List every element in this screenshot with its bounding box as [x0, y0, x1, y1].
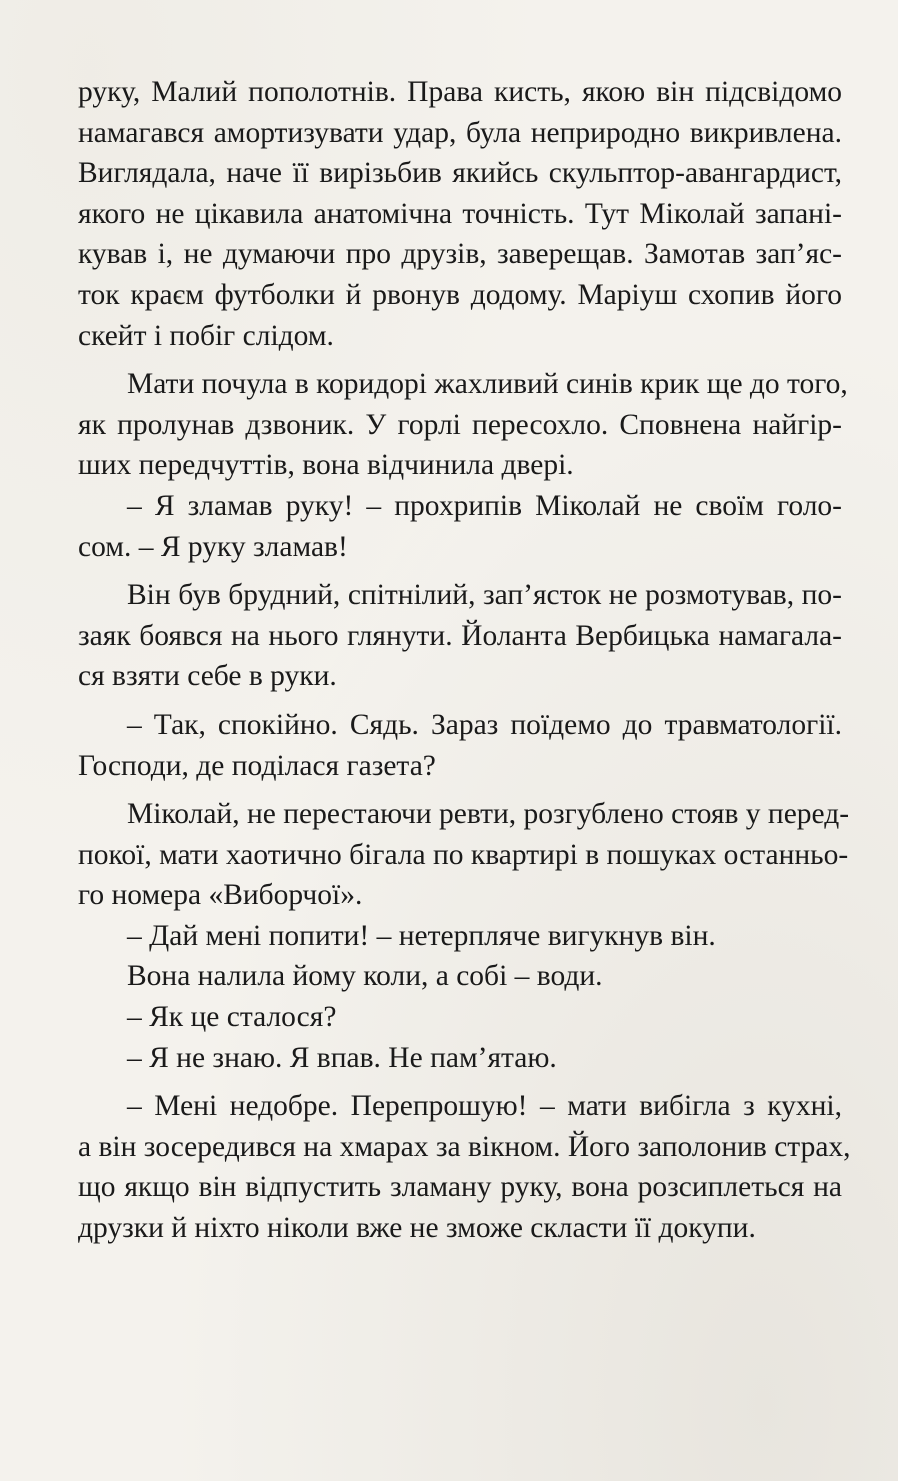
- text-line: кував і, не думаючи про друзів, заверещав. Замотав зап’яс-: [78, 238, 842, 271]
- text-line: руку, Малий пополотнів. Права кисть, якою він підсвідомо: [78, 76, 842, 108]
- page-text: [78, 72, 851, 1249]
- paragraph-gap: [78, 567, 842, 575]
- text-line: Мати почула в коридорі жахливий синів крик ще до того,: [127, 368, 848, 401]
- text-line: – Дай мені попити! – нетерпляче вигукнув він.: [127, 919, 716, 952]
- text-line: – Я не знаю. Я впав. Не пам’ятаю.: [127, 1041, 557, 1074]
- text-line: – Мені недобре. Перепрошую! – мати вибігла з кухні,: [127, 1090, 842, 1123]
- text-line: якого не цікавила анатомічна точність. Тут Міколай запані-: [78, 197, 842, 230]
- text-line: ток краєм футболки й рвонув додому. Маріуш схопив його: [78, 278, 842, 311]
- paragraph-gap: [78, 697, 842, 705]
- text-line: Вона налила йому коли, а собі – води.: [127, 960, 603, 993]
- text-line: що якщо він відпустить зламану руку, вона розсиплеться на: [78, 1171, 842, 1204]
- text-line: друзки й ніхто ніколи вже не зможе скласти її докупи.: [78, 1212, 756, 1245]
- text-line: Виглядала, наче її вирізьбив якийсь скульптор-авангардист,: [78, 157, 842, 190]
- text-line: Він був брудний, спітнілий, зап’ясток не розмотував, по-: [127, 579, 842, 612]
- text-line: а він зосередився на хмарах за вікном. Його заполонив страх,: [78, 1130, 851, 1163]
- text-line: го номера «Виборчої».: [78, 879, 363, 912]
- text-line: – Так, спокійно. Сядь. Зараз поїдемо до травматології.: [127, 708, 842, 741]
- text-line: Міколай, не перестаючи ревти, розгублено стояв у перед-: [127, 798, 850, 831]
- text-line: – Як це сталося?: [127, 1001, 337, 1034]
- text-line: Господи, де поділася газета?: [78, 749, 436, 782]
- text-line: покої, мати хаотично бігала по квартирі в пошуках останньо-: [78, 838, 849, 871]
- text-line: намагався амортизувати удар, була неприродно викривлена.: [78, 116, 842, 149]
- paragraph-gap: [78, 1078, 842, 1086]
- text-line: ших передчуттів, вона відчинила двері.: [78, 449, 574, 482]
- text-line: як пролунав дзвоник. У горлі пересохло. Сповнена найгір-: [78, 408, 842, 441]
- text-line: заяк боявся на нього глянути. Йоланта Вербицька намагала-: [78, 619, 842, 652]
- paragraph-gap: [78, 356, 842, 364]
- text-line: – Я зламав руку! – прохрипів Міколай не своїм голо-: [127, 489, 842, 522]
- paragraph-gap: [78, 786, 842, 794]
- text-line: скейт і побіг слідом.: [78, 319, 334, 352]
- text-line: ся взяти себе в руки.: [78, 660, 337, 693]
- text-line: сом. – Я руку зламав!: [78, 530, 348, 563]
